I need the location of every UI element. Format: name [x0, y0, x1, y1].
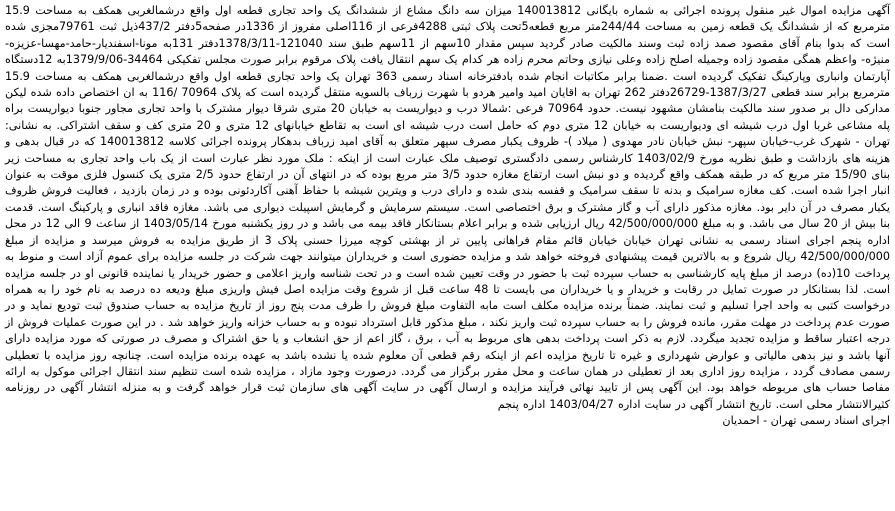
auction-notice-text: آگهی مزایده اموال غیر منقول پرونده اجرائی به شماره بایگانی 140013812 میزان سه دانگ مشاع از ششدانگ یک واحد تجاری قطعه اول واقع درشمالغربی همکف به مساحت 15.9 مترمربع که از ششدانگ یک قطعه زمین به مساحت 244/44متر مربع قطعه5تحت پلاک ثبتی 4288فرعی از 116اصلی مفروز از 1336در صفحه5دفتر 437/2ذیل ثبت 79761مجزی شده است که بدوا بنام آقای مقصود صمد زاده ثبت وسند مالکیت صادر گردید سپس مقدار 10سهم از 11سهم طبق سند 121040-1378/3/11دفتر 131به مونا-اسفندیار-حامد-مهسا-عزیزه-منیژه- واعظم همگی مقصود زاده وجمیله اصلح زاده وعلی نیازی وحاتم محرم زاده هر کدام یک سهم انتقال یافت پلاک مرقوم برابر صورت مجلس تفکیکی 34464-1379/9/06به 12دستگاه آپارتمان وانباری وپارکینگ تفکیک گردیده است .ضمنا برابر مکاتبات انجام شده بادفترخانه اسناد رسمی 363 تهران یک واحد تجاری قطعه اول واقع درشمالغربی همکف به مساحت 15.9 مترمربع برابر سند قطعی 1387/3/27-26729دفتر 262 تهران به اقایان امید وامیر هردو با شهرت زرباف بالسویه منتقل گردیده است که پلاک 70964 /116 به ان اختصاص داده شده لیکن مدارکی دال بر صدور سند مالکیت بنامشان مشهود نیست. حدود 70964 فرعی :شمالا درب و دیواریست به خیابان 20 متری شرقا دیوار مشترک با واحد تجاری مجاور جنوبا دیواریست براه پله مشاعی غربا اول درب شیشه ای ودیواریست به خیابان 12 متری دوم که حامل است درب شیشه ای است به تقاطع خیابانهای 12 متری و 20 متری کف و سقف اشتراکی. به نشانی: تهران - شهرک غرب-خیابان سپهر- نبش خیابان نادر مهدوی ( میلاد )- ظروف یکبار مصرف سپهر متعلق به آقای امید زرباف بدهکار پرونده اجرائی کلاسه 140013812 که در قبال بدهی و هزینه های بازداشت و طبق نظریه مورخ 1403/02/9 کارشناس رسمی دادگستری توصیف ملک عبارت است از اینکه : ملک مورد نظر عبارت است از یک باب واحد تجاری به مساحت زیر بنای 15/90 متر مربع که در طبقه همکف واقع گردیده و دو نبش است ارتفاع مغازه حدود 3/5 متر مربع بوده که در انتهای آن در ارتفاع حدود 2/5 متری یک کنسول فلزی موقت به عنوان انبار اجرا شده است. کف مغازه سرامیک و بدنه تا سقف سرامیک و قفسه بندی شده و دارای درب و ویترین شیشه با حفاظ آهنی آکاردئونی بوده و در زمان بازدید ، فعالیت فروش ظروف یکبار مصرف در آن دایر بود. مغازه مذکور دارای آب و گاز مشترک و برق اختصاصی است. سیستم سرمایش و گرمایش اسپیلت دیواری می باشد. مغازه فاقد انباری و پارکینگ است. قدمت بنا بیش از 20 سال می باشد. و به مبلغ 42/500/000/000 ریال ارزیابی شده و برابر اعلام بستانکار فاقد بیمه می باشد و در روز یکشنبه مورخ 1403/05/14 از ساعت 9 الی 12 در محل اداره پنجم اجرای اسناد رسمی به نشانی تهران خیابان خیابان قائم مقام فراهانی پایین تر از بهشتی کوچه میرزا حسنی پلاک 3 از طریق مزایده به فروش میرسد و مزایده از مبلغ 42/500/000/000 ریال شروع و به بالاترین قیمت پیشنهادی فروخته خواهد شد و مزایده حضوری است و خریداران میتوانند جهت شرکت در جلسه مزایده برای عموم آزاد است و منوط به پرداخت 10(ده) درصد از مبلغ پایه کارشناسی به حساب سپرده ثبت با حضور در وقت تعیین شده است و در تحت شناسه واریز اعلامی و حضور خریدار یا نماینده قانونی او در جلسه مزایده است. لذا بستانکار در صورت تمایل در رقابت و خریدار و یا خریداران می بایست تا 48 ساعت قبل از شروع وقت مزایده اصل فیش واریزی مبلغ ودیعه ده درصد به نام خود را به همراه درخواست کتبی به واحد اجرا تسلیم و ثبت نمایند. ضمناً برنده مزایده مکلف است مابه التفاوت مبلغ فروش را ظرف مدت پنج روز از تاریخ مزایده به حساب صندوق ثبت تودیع نماید و در صورت عدم پرداخت در مهلت مقرر، مانده فروش را به حساب سپرده ثبت واریز نکند ، مبلغ مذکور قابل استرداد نبوده و به حساب خزانه واریز خواهد شد . در این صورت عملیات فروش از درجه اعتبار ساقط و مزایده تجدید میگردد. لازم به ذکر است پرداخت بدهی های مربوط به آب ، برق ، گاز اعم از حق انشعاب و یا حق اشتراک و مصرف در صورتی که مورد مزایده دارای آنها باشد و نیز بدهی مالیاتی و عوارض شهرداری و غیره تا تاریخ مزایده اعم از اینکه رقم قطعی آن معلوم شده یا نشده باشد به عهده برنده مزایده است. چنانچه روز مزایده با تعطیلی رسمی مصادف گردد ، مزایده روز اداری بعد از تعطیلی در همان ساعت و محل مقرر برگزار می گردد. درصورت وجود مازاد ، مزایده شده است تنظیم سند انتقال اجرائی موکول به ارائه مفاصا حساب های مربوطه خواهد بود. این آگهی پس از تایید نهائی فرآیند مزایده و ارسال آگهی در سایت آگهی های سازمان ثبت قرار خواهد گرفت و به منزله انتشار آگهی در روزنامه کثیرالانتشار محلی است. تاریخ انتشار آگهی در سایت اداره 1403/04/27 اداره پنجم	[5, 4, 891, 411]
notice-signature: اجرای اسناد رسمی تهران - احمدیان	[722, 414, 890, 428]
